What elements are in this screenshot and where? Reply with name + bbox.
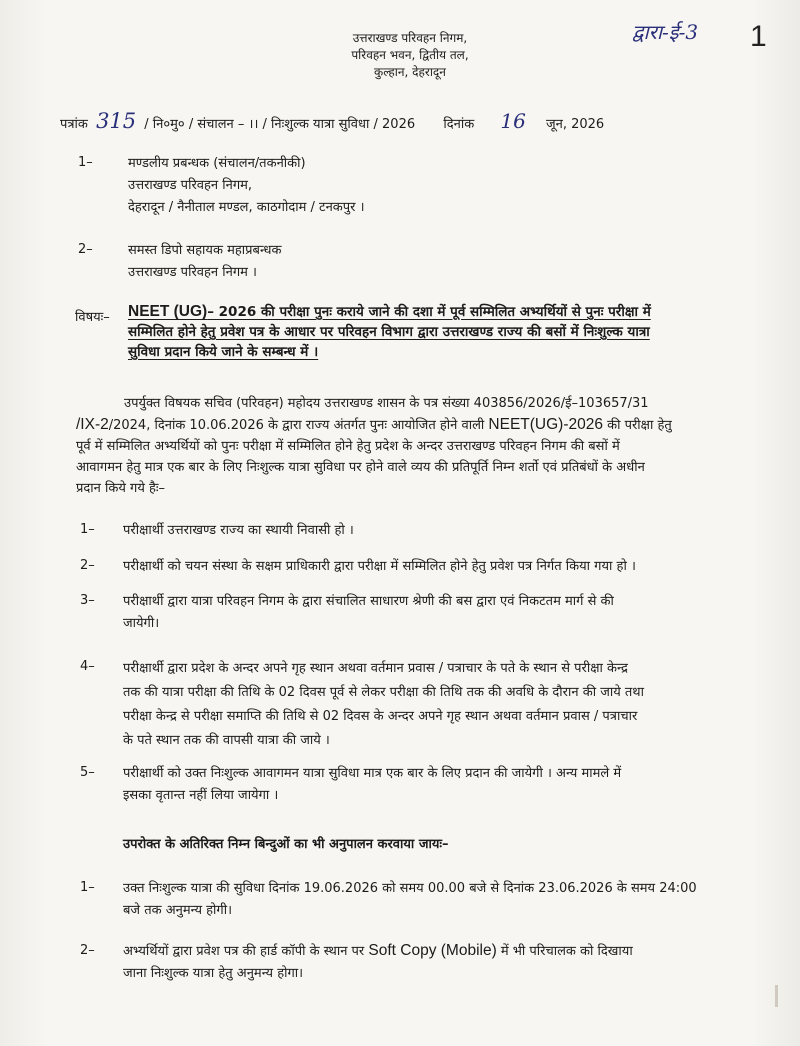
date-label: दिनांक: [443, 117, 475, 132]
condition-line: परीक्षार्थी द्वारा यात्रा परिवहन निगम के द्वारा संचालित साधारण श्रेणी की बस द्वारा एवं निकटतम मार्ग से की: [123, 594, 614, 609]
intro-line: पूर्व में सम्मिलित अभ्यर्थियों को पुनः परीक्षा में सम्मिलित होने हेतु प्रदेश के अन्दर उत्तराखण्ड परिवहन निगम की बसों में: [76, 439, 620, 454]
intro-line: आवागमन हेतु मात्र एक बार के लिए निःशुल्क यात्रा सुविधा पर होने वाले व्यय की प्रतिपूर्ति निम्न शर्तो एवं प्रतिबंधों के अधीन: [76, 460, 645, 475]
condition-line: इसका वृतान्त नहीं लिया जायेगा ।: [123, 788, 279, 803]
order-code: /IX-2: [76, 416, 109, 433]
condition-line: परीक्षार्थी को उक्त निःशुल्क आवागमन यात्रा सुविधा मात्र एक बार के लिए प्रदान की जायेगी । अन्य मामले में: [123, 766, 622, 781]
addressee-line: उत्तराखण्ड परिवहन निगम,: [128, 178, 253, 193]
intro-line: [76, 414, 756, 436]
additional-line: [123, 940, 633, 963]
condition-item: [123, 591, 614, 635]
additional-line: उक्त निःशुल्क यात्रा की सुविधा दिनांक 19.06.2026 को समय 00.00 बजे से दिनांक 23.06.2026 के समय 24:00: [123, 881, 697, 896]
condition-item: [123, 520, 354, 542]
organization-header: [300, 30, 520, 81]
condition-line: तक की यात्रा परीक्षा की तिथि के 02 दिवस पूर्व से लेकर परीक्षा की तिथि तक की अवधि के दौरान की जाये तथा: [123, 685, 644, 700]
addressee-block: [128, 153, 365, 219]
subject-line2: सम्मिलित होने हेतु प्रवेश पत्र के आधार पर परिवहन विभाग द्वारा उत्तराखण्ड राज्य की बसों में निःशुल्क यात्रा: [128, 324, 650, 340]
condition-line: जायेगी।: [123, 616, 160, 631]
addressee-line: देहरादून / नैनीताल मण्डल, काठगोदाम / टनकपुर ।: [128, 200, 365, 215]
scan-mark: [775, 985, 778, 1007]
condition-number: 3–: [80, 593, 95, 608]
subject-line3: सुविधा प्रदान किये जाने के सम्बन्ध में ।: [128, 344, 319, 360]
intro-text: /2024, दिनांक 10.06.2026 के द्वारा राज्य अंतर्गत पुनः आयोजित होने वाली: [108, 418, 489, 433]
addressee-number: 1–: [78, 155, 93, 170]
date-day: 16: [500, 109, 526, 133]
date-rest: जून, 2026: [545, 117, 605, 132]
addressee-number: 2–: [78, 242, 93, 257]
intro-paragraph: [76, 393, 756, 499]
intro-text: की परीक्षा हेतु: [602, 418, 672, 433]
exam-name-inline: NEET(UG)-2026: [488, 416, 603, 433]
condition-item: [123, 657, 644, 753]
intro-line: प्रदान किये गये हैः–: [76, 481, 166, 496]
condition-line: परीक्षा केन्द्र से परीक्षा समाप्ति की तिथि से 02 दिवस के अन्दर अपने गृह स्थान अथवा वर्तमान प्रवास / पत्राचार: [123, 709, 638, 724]
additional-line: बजे तक अनुमन्य होगी।: [123, 903, 233, 918]
subject-text: [128, 302, 768, 362]
addressee-block: [128, 240, 282, 284]
condition-line: के पते स्थान तक की वापसी यात्रा की जाये ।: [123, 733, 330, 748]
condition-line: परीक्षार्थी द्वारा प्रदेश के अन्दर अपने गृह स्थान अथवा वर्तमान प्रवास / पत्राचार के पते के स्थान से परीक्षा केन्द्र: [123, 661, 628, 676]
additional-text: अभ्यर्थियों द्वारा प्रवेश पत्र की हार्ड कॉपी के स्थान पर: [123, 944, 369, 959]
org-address-line1: परिवहन भवन, द्वितीय तल,: [351, 48, 469, 62]
condition-number: 1–: [80, 522, 95, 537]
condition-number: 4–: [80, 659, 95, 674]
addressee-line: उत्तराखण्ड परिवहन निगम ।: [128, 265, 257, 280]
additional-number: 1–: [80, 880, 95, 895]
exam-name: NEET (UG): [128, 303, 208, 320]
additional-item: [123, 878, 697, 922]
soft-copy-label: Soft Copy (Mobile): [368, 942, 497, 959]
condition-number: 2–: [80, 558, 95, 573]
reference-number: 315: [96, 109, 137, 133]
additional-heading: उपरोक्त के अतिरिक्त निम्न बिन्दुओं का भी अनुपालन करवाया जायः–: [123, 837, 449, 852]
addressee-line: मण्डलीय प्रबन्धक (संचालन/तकनीकी): [128, 156, 306, 171]
additional-text: में भी परिचालक को दिखाया: [496, 944, 633, 959]
additional-number: 2–: [80, 943, 95, 958]
reference-label: पत्रांक: [60, 117, 88, 132]
intro-line: उपर्युक्त विषयक सचिव (परिवहन) महोदय उत्तराखण्ड शासन के पत्र संख्या 403856/2026/ई–103657/31: [124, 396, 649, 411]
org-address-line2: कुल्हान, देहरादून: [374, 65, 446, 79]
condition-line: परीक्षार्थी उत्तराखण्ड राज्य का स्थायी निवासी हो ।: [123, 523, 354, 538]
org-name: उत्तराखण्ड परिवहन निगम,: [352, 31, 468, 45]
additional-line: जाना निःशुल्क यात्रा हेतु अनुमन्य होगा।: [123, 966, 304, 981]
condition-item: [123, 763, 621, 807]
condition-item: [123, 556, 636, 578]
page-number: 1: [750, 20, 767, 53]
subject-line1: – 2026 की परीक्षा पुनः कराये जाने की दशा में पूर्व सम्मिलित अभ्यर्थियों से पुनः परीक्षा में: [207, 304, 651, 320]
reference-path: / नि०मु० / संचालन – ।। / निःशुल्क यात्रा सुविधा / 2026: [144, 117, 416, 132]
additional-item: [123, 940, 633, 985]
condition-number: 5–: [80, 765, 95, 780]
addressee-line: समस्त डिपो सहायक महाप्रबन्धक: [128, 243, 282, 258]
condition-line: परीक्षार्थी को चयन संस्था के सक्षम प्राधिकारी द्वारा परीक्षा में सम्मिलित होने हेतु प्रवेश पत्र निर्गत किया गया हो ।: [123, 559, 636, 574]
reference-line: [60, 109, 760, 133]
subject-label: विषयः–: [75, 310, 110, 325]
handwritten-note: द्वारा-ई-3: [632, 20, 699, 44]
